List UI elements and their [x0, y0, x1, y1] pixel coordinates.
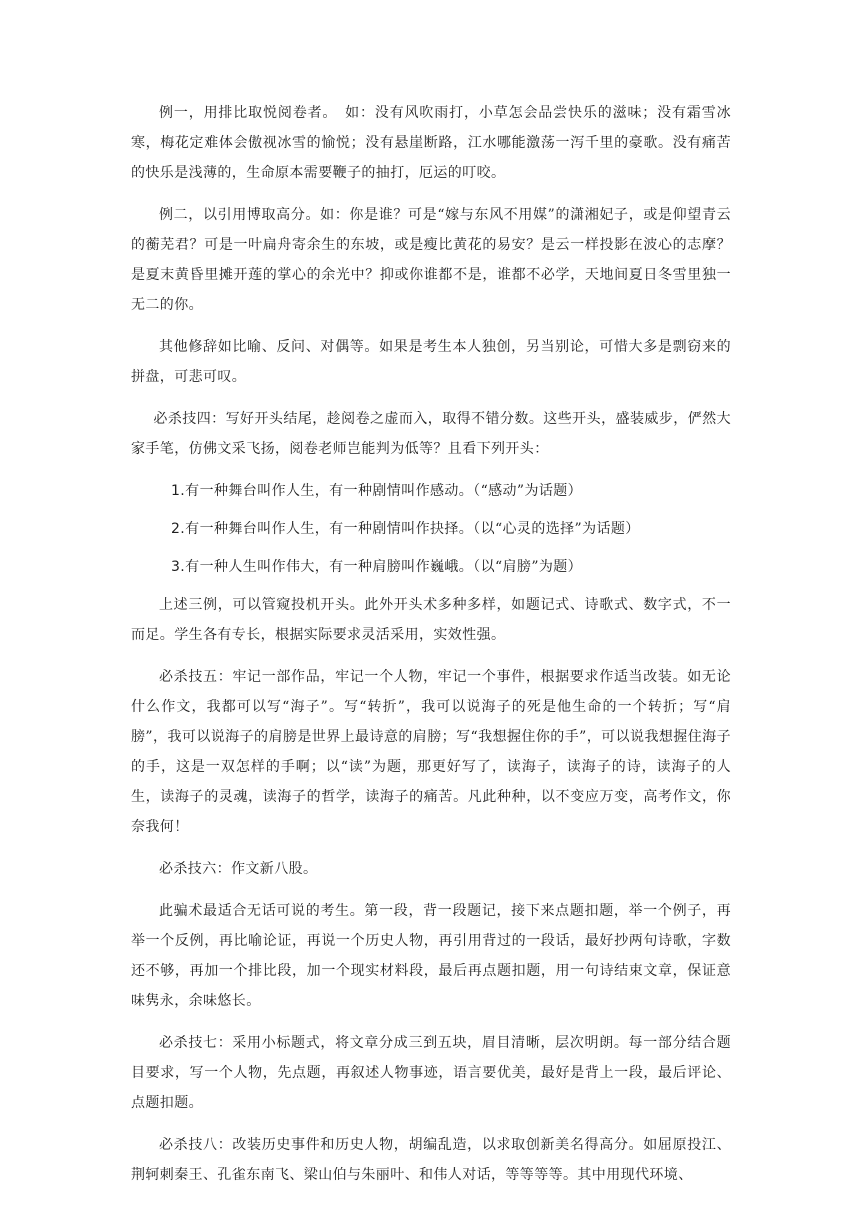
- list-item: [131, 514, 731, 544]
- paragraph-technique-seven: 必杀技七：采用小标题式，将文章分成三到五块，眉目清晰，层次明朗。每一部分结合题目要求，写一个人物，先点题，再叙述人物事迹，语言要优美，最好是背上一段，最后评论、点题扣题。: [131, 1035, 731, 1111]
- paragraph-example-two: 例二，以引用博取高分。如：你是谁？可是“嫁与东风不用媒”的潇湘妃子，或是仰望青云的蘅芜君？可是一叶扁舟寄余生的东坡，或是瘦比黄花的易安？是云一样投影在波心的志摩？是夏末黄昏里摊开莲的掌心的余光中？抑或你谁都不是，谁都不必学，天地间夏日冬雪里独一无二的你。: [131, 207, 731, 313]
- paragraph-summary: 上述三例，可以管窥投机开头。此外开头术多种多样，如题记式、诗歌式、数字式，不一而足。学生各有专长，根据实际要求灵活采用，实效性强。: [131, 597, 731, 643]
- list-item: [131, 552, 731, 582]
- list-text: 有一种舞台叫作人生，有一种剧情叫作抉择。（以“心灵的选择”为话题）: [185, 521, 640, 537]
- list-number: 3.: [171, 559, 186, 575]
- paragraph-other-rhetoric: 其他修辞如比喻、反问、对偶等。如果是考生本人独创，另当别论，可惜大多是剽窃来的拼盘，可悲可叹。: [131, 339, 731, 385]
- paragraph-technique-six-title: 必杀技六：作文新八股。: [159, 861, 318, 877]
- paragraph-technique-eight: 必杀技八：改装历史事件和历史人物，胡编乱造，以求取创新美名得高分。如屈原投江、荆轲刺秦王、孔雀东南飞、梁山伯与朱丽叶、和伟人对话，等等等等。其中用现代环境、: [131, 1137, 731, 1183]
- paragraph-technique-six-body: 此骗术最适合无话可说的考生。第一段，背一段题记，接下来点题扣题，举一个例子，再举一个反例，再比喻论证，再说一个历史人物，再引用背过的一段话，最好抄两句诗歌，字数还不够，再加一个排比段，加一个现实材料段，最后再点题扣题，用一句诗结束文章，保证意味隽永，余味悠长。: [131, 903, 731, 1009]
- paragraph-technique-five: 必杀技五：牢记一部作品，牢记一个人物，牢记一个事件，根据要求作适当改装。如无论什么作文，我都可以写“海子”。写“转折”，我可以说海子的死是他生命的一个转折；写“肩膀”，我可以说海子的肩膀是世界上最诗意的肩膀；写“我想握住你的手”，可以说我想握住海子的手，这是一双怎样的手啊；以“读”为题，那更好写了，读海子，读海子的诗，读海子的人生，读海子的灵魂，读海子的哲学，读海子的痛苦。凡此种种，以不变应万变，高考作文，你奈我何！: [131, 669, 731, 835]
- list-number: 1.: [171, 483, 186, 499]
- paragraph-technique-four: 必杀技四：写好开头结尾，趁阅卷之虚而入，取得不错分数。这些开头，盛装威步，俨然大家手笔，仿佛文采飞扬，阅卷老师岂能判为低等？且看下列开头：: [131, 411, 731, 457]
- paragraph-example-one: 例一，用排比取悦阅卷者。 如：没有风吹雨打，小草怎会品尝快乐的滋味；没有霜雪冰寒，梅花定难体会傲视冰雪的愉悦；没有悬崖断路，江水哪能激荡一泻千里的豪歌。没有痛苦的快乐是浅薄的，生命原本需要鞭子的抽打，厄运的叮咬。: [131, 105, 731, 181]
- list-number: 2.: [171, 521, 186, 537]
- list-item: [131, 476, 731, 506]
- list-text: 有一种舞台叫作人生，有一种剧情叫作感动。（“感动”为话题）: [185, 483, 583, 499]
- document-body: [131, 98, 731, 1202]
- list-text: 有一种人生叫作伟大，有一种肩膀叫作巍峨。（以“肩膀”为题）: [185, 559, 583, 575]
